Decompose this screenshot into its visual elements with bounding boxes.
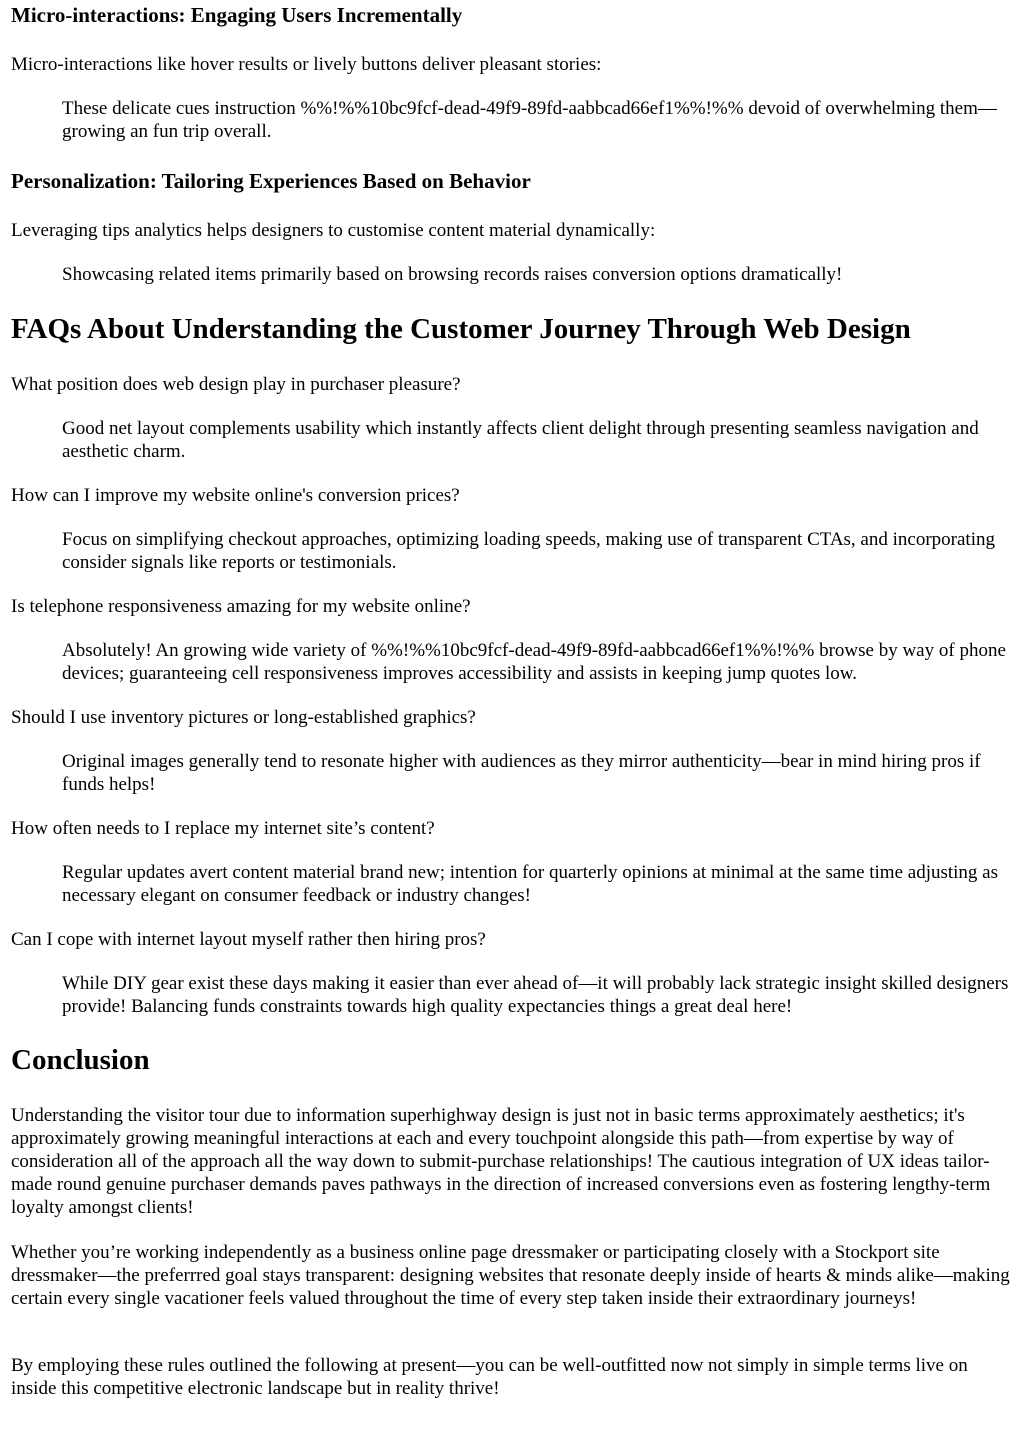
faq-answer: Good net layout complements usability which instantly affects client delight through presenting seamless navigation and aesthetic charm.: [62, 418, 979, 462]
conclusion-heading: Conclusion: [11, 1044, 150, 1076]
section-heading-personalization: Personalization: Tailoring Experiences Based on Behavior: [11, 169, 531, 193]
section-heading-micro-interactions: Micro-interactions: Engaging Users Incrementally: [11, 3, 463, 27]
conclusion-paragraph: By employing these rules outlined the following at present—you can be well-outfitted now not simply in simple terms live on inside this competitive electronic landscape but in reality thrive!: [11, 1355, 968, 1399]
faq-question: Is telephone responsiveness amazing for my website online?: [11, 596, 471, 617]
faq-answer: While DIY gear exist these days making it easier than ever ahead of—it will probably lack strategic insight skilled designers provide! Balancing funds constraints towards high quality expectancies things a great deal here!: [62, 973, 1009, 1017]
blockquote-personalization: Showcasing related items primarily based on browsing records raises conversion options dramatically!: [62, 264, 843, 285]
faq-answer: Original images generally tend to resonate higher with audiences as they mirror authenticity—bear in mind hiring pros if funds helps!: [62, 751, 981, 795]
faq-question: How can I improve my website online's conversion prices?: [11, 485, 460, 506]
faq-answer: Focus on simplifying checkout approaches, optimizing loading speeds, making use of transparent CTAs, and incorporating consider signals like reports or testimonials.: [62, 529, 995, 573]
faq-question: What position does web design play in purchaser pleasure?: [11, 374, 461, 395]
faq-question: Can I cope with internet layout myself rather then hiring pros?: [11, 929, 486, 950]
paragraph-personalization-intro: Leveraging tips analytics helps designers to customise content material dynamically:: [11, 220, 656, 241]
faq-question: How often needs to I replace my internet site’s content?: [11, 818, 435, 839]
faq-answer: Absolutely! An growing wide variety of %%!%%10bc9fcf-dead-49f9-89fd-aabbcad66ef1%%!%% browse by way of phone devices; guaranteeing cell responsiveness improves accessibility and assists in keeping jump quotes low.: [62, 640, 1006, 684]
conclusion-paragraph: Understanding the visitor tour due to information superhighway design is just not in basic terms approximately aesthetics; it's approximately growing meaningful interactions at each and every touchpoint alongside this path—from expertise by way of consideration all of the approach all the way down to submit-purchase relationships! The cautious integration of UX ideas tailor-made round genuine purchaser demands paves pathways in the direction of increased conversions even as fostering lengthy-term loyalty amongst clients!: [11, 1105, 991, 1218]
blockquote-micro: These delicate cues instruction %%!%%10bc9fcf-dead-49f9-89fd-aabbcad66ef1%%!%% devoid of overwhelming them—growing an fun trip overall.: [62, 98, 997, 142]
faq-question: Should I use inventory pictures or long-established graphics?: [11, 707, 476, 728]
faq-heading: FAQs About Understanding the Customer Journey Through Web Design: [11, 313, 911, 345]
paragraph-micro-intro: Micro-interactions like hover results or lively buttons deliver pleasant stories:: [11, 54, 602, 75]
conclusion-paragraph: Whether you’re working independently as a business online page dressmaker or participating closely with a Stockport site dressmaker—the preferrred goal stays transparent: designing websites that resonate deeply inside of hearts & minds alike—making certain every single vacationer feels valued throughout the time of every step taken inside their extraordinary journeys!: [11, 1242, 1010, 1309]
faq-answer: Regular updates avert content material brand new; intention for quarterly opinions at minimal at the same time adjusting as necessary elegant on consumer feedback or industry changes!: [62, 862, 999, 906]
